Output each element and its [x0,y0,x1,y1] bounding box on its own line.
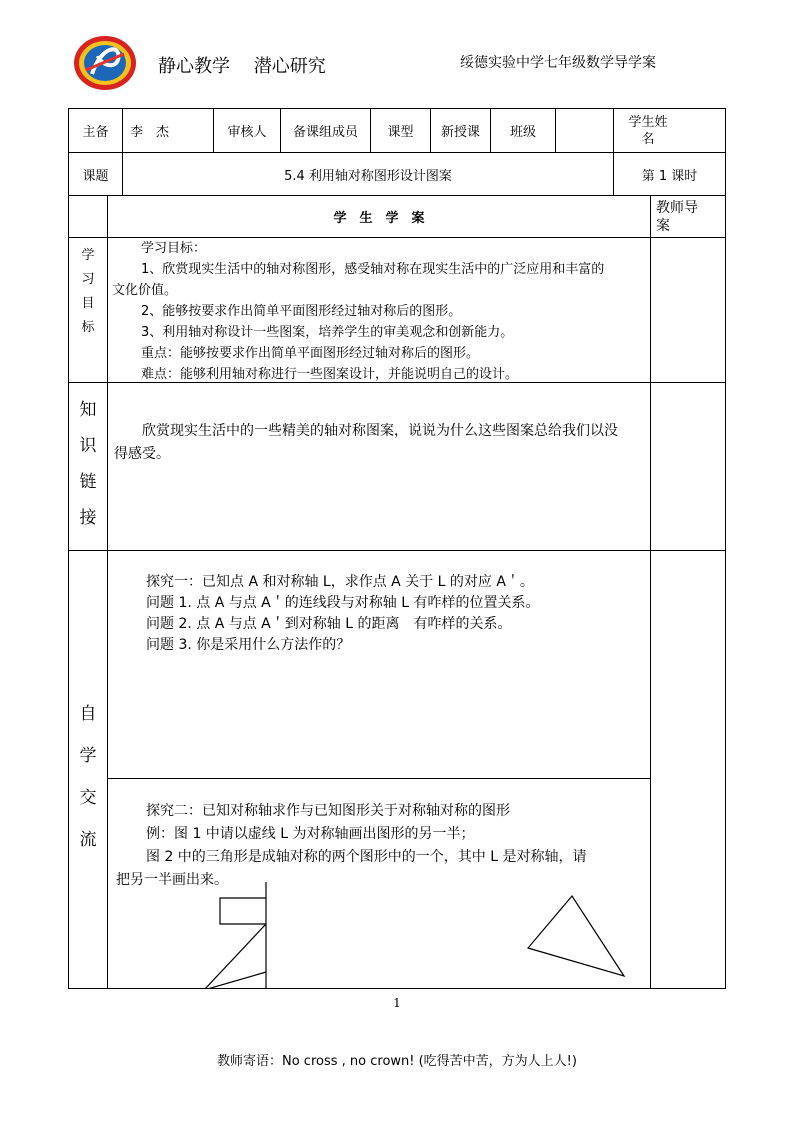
goals-label-char: 习 [81,272,95,287]
explore2-line: 探究二：已知对称轴求作与已知图形关于对称轴对称的图形 [146,803,510,819]
zhubei-value: 李 杰 [130,125,170,140]
knowledge-label-char: 接 [79,508,97,528]
knowledge-content [114,420,648,466]
col-divider [107,195,108,988]
kexing-value: 新授课 [440,125,480,140]
explore2-line: 把另一半画出来。 [116,872,228,888]
daoxue-heading-line1: 教师导 [656,199,698,216]
student-name-label [614,109,682,152]
student-name-label-line2: 名 [641,131,655,147]
goals-line: 2、能够按要求作出简单平面图形经过轴对称后的图形。 [141,304,462,319]
goals-label-char: 目 [81,296,95,311]
goals-line: 1、欣赏现实生活中的轴对称图形，感受轴对称在现实生活中的广泛应用和丰富的 [141,262,605,277]
section-divider [107,778,650,779]
self-study-label-char: 流 [79,830,97,850]
figure-1-zigzag [204,924,266,988]
banji-label: 班级 [509,125,536,140]
triangle-shape [528,896,624,976]
keshi-value: 第 1 课时 [641,168,698,184]
col-divider [122,108,123,152]
kexing-label: 课型 [387,125,414,140]
knowledge-line: 得感受。 [114,446,170,462]
goals-line: 学习目标： [141,241,207,256]
knowledge-label [69,392,107,536]
explore1-content [146,572,646,656]
keti-label: 课题 [82,168,109,184]
explore1-line: 问题 2. 点 A 与点 A＇到对称轴 L 的距离 有咋样的关系。 [146,616,512,632]
self-study-label-char: 自 [79,704,97,724]
goals-label-char: 学 [81,248,95,263]
explore1-line: 探究一：已知点 A 和对称轴 L，求作点 A 关于 L 的对应 A＇。 [146,574,534,590]
self-study-label-char: 交 [79,788,97,808]
goals-line: 文化价值。 [112,283,178,298]
school-logo-icon [72,34,138,92]
knowledge-line: 欣赏现实生活中的一些精美的轴对称图案，说说为什么这些图案总给我们以没 [142,423,618,439]
self-study-label-char: 学 [79,746,97,766]
student-name-label-line1: 学生姓 [628,114,668,130]
daoxue-heading-line2: 案 [656,217,670,234]
explore2-content [116,800,646,892]
goals-label [69,244,107,340]
teacher-message: 教师寄语：No cross , no crown! (吃得苦中苦，方为人上人!) [217,1054,577,1069]
figure-2-triangle [524,892,630,982]
col-divider [650,195,651,988]
shenhe-label: 审核人 [227,125,267,140]
table-right-border [725,108,726,988]
xuean-heading: 学 生 学 案 [333,211,425,226]
beike-label: 备课组成员 [292,125,358,140]
zhubei-label: 主备 [82,125,109,140]
header-motto: 静心教学 潜心研究 [158,56,326,77]
knowledge-label-char: 链 [79,472,97,492]
goals-line: 难点：能够利用轴对称进行一些图案设计，并能说明自己的设计。 [141,367,519,382]
col-divider [555,108,556,152]
explore2-line: 图 2 中的三角形是成轴对称的两个图形中的一个，其中 L 是对称轴，请 [146,849,587,865]
goals-content [112,238,646,385]
explore1-line: 问题 1. 点 A 与点 A＇的连线段与对称轴 L 有咋样的位置关系。 [146,595,540,611]
header-school-name: 绥德实验中学七年级数学导学案 [460,55,656,71]
self-study-label [69,693,107,861]
knowledge-label-char: 识 [79,436,97,456]
figure-1-outline [220,898,266,924]
page-number: 1 [393,996,401,1010]
knowledge-label-char: 知 [79,400,97,420]
goals-label-char: 标 [81,320,95,335]
school-logo [72,34,138,92]
table-bottom-border [68,988,726,989]
explore1-line: 问题 3. 你是采用什么方法作的？ [146,637,351,653]
daoxue-heading [656,196,726,237]
goals-line: 重点：能够按要求作出简单平面图形经过轴对称后的图形。 [141,346,480,361]
goals-line: 3、利用轴对称设计一些图案，培养学生的审美观念和创新能力。 [141,325,514,340]
row-divider [68,550,726,551]
figure-1-half-shape [196,880,276,988]
explore2-line: 例：图 1 中请以虚线 L 为对称轴画出图形的另一半； [146,826,475,842]
keti-value: 5.4 利用轴对称图形设计图案 [284,168,452,184]
